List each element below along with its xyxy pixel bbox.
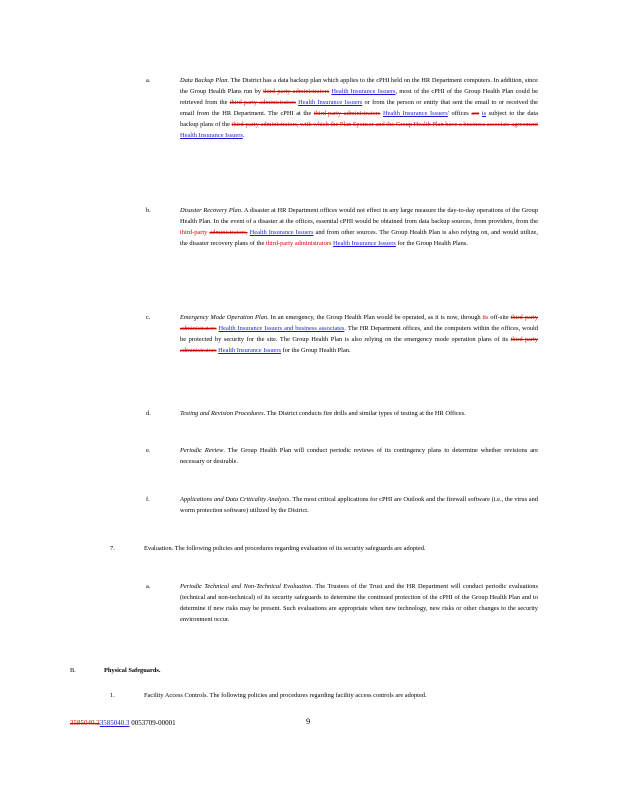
text-run: . The most critical applications for cPHI are Outlook and the firewall software (i.e., the virus and worm protection software) utilized by the District.	[180, 496, 539, 514]
section-6b-disaster-recovery-plan	[146, 205, 538, 297]
deleted-text: third-party administrators, with which the Plan Sponsor and the Group Health Plan have a business associate agreement	[231, 121, 538, 128]
text-run: . The District has a data backup plan which applies to the cPHI held on the HR Department computers. In addition, since the Group Health Plans run by	[180, 77, 538, 95]
item-text	[144, 543, 538, 554]
item-label: d.	[146, 410, 151, 417]
item-heading: Applications and Data Criticality Analysis	[180, 496, 290, 503]
item-text	[180, 408, 538, 419]
text-run: or from the person or entity that sent the email to or received the email from the HR Department. The cPHI at the	[180, 99, 538, 117]
item-label: b.	[146, 207, 151, 214]
deleted-text: third-party administrators	[180, 336, 538, 354]
inserted-text: Health Insurance Issuers	[298, 99, 363, 106]
text-run: third-party administrators	[265, 240, 332, 247]
text-run: . A disaster at HR Department offices would not effect in any large measure the day-to-day operations of the Group Health Plan. In the event of a disaster at the offices, essential cPHI would be obtained from data backup sources, from providers, from the	[180, 207, 538, 225]
deleted-text: third-party administrators	[229, 99, 296, 106]
deleted-text: third-party administrators	[313, 110, 381, 117]
inserted-text: Health Insurance Issuers	[180, 132, 243, 139]
inserted-text: Health Insurance Issuers and business associates	[218, 325, 345, 332]
item-heading: Emergency Mode Operation Plan	[180, 314, 268, 321]
text-run: for the Group Health Plans.	[395, 240, 468, 247]
item-text	[144, 690, 538, 701]
deleted-text: administrators,	[209, 229, 248, 236]
section-6a-data-backup-plan	[146, 75, 538, 187]
text-run: off-site	[488, 314, 511, 321]
text-run: Physical Safeguards.	[104, 667, 161, 674]
inserted-text: Health Insurance Issuers	[333, 240, 396, 247]
item-heading: Periodic Technical and Non-Technical Evaluation	[180, 583, 312, 590]
item-heading: Testing and Revision Procedures	[180, 410, 264, 417]
section-6e-periodic-review	[146, 445, 538, 479]
section-b-physical-safeguards	[70, 665, 538, 679]
text-run: . The Trustees of the Trust and the HR Department will conduct periodic evaluations (technical and non-technical) of its security safeguards to determine the continued protection of the cPHI of the Group Health Plan and to determine if new risks may be present. Such evaluations are appropriate when new technology, new risks or other changes to the security environment occur.	[180, 583, 538, 623]
text-run: third-party	[180, 229, 208, 236]
text-run: . In an emergency, the Group Health Plan would be operated, as it is now, through	[267, 314, 483, 321]
item-label: 7.	[110, 545, 115, 552]
deleted-text: third-party administrators	[263, 88, 330, 95]
section-6d-testing-revision	[146, 408, 538, 432]
section-6f-applications-data-criticality	[146, 494, 538, 528]
text-run: . The HR Department offices, and the computers within the offices, would be protected by security for the site. The Group Health Plan is also relying on the emergency mode operation plans of its	[180, 325, 538, 343]
item-heading: Disaster Recovery Plan	[180, 207, 241, 214]
item-heading: Periodic Review	[180, 447, 224, 454]
text-run: for the Group Health Plan.	[281, 347, 351, 354]
section-7-evaluation	[110, 543, 538, 567]
text-run: subject to the data backup plans of the	[180, 110, 538, 128]
section-6c-emergency-mode-operation-plan	[146, 312, 538, 394]
item-label: a.	[146, 583, 151, 590]
text-run: . The District conducts fire drills and similar types of testing at the HR Offices.	[263, 410, 466, 417]
text-run: ' offices	[447, 110, 472, 117]
item-text	[180, 445, 538, 467]
item-text	[180, 494, 538, 516]
item-label: 1.	[110, 692, 115, 699]
text-run: and from other sources. The Group Health Plan is also relying on, and would utilize, the disaster recovery plans of the	[180, 229, 538, 247]
deleted-text: third-party administrators	[180, 314, 538, 332]
item-label: B.	[70, 667, 76, 674]
page-number: 9	[306, 716, 311, 726]
text-run: Evaluation. The following policies and procedures regarding evaluation of its security safeguards are adopted.	[144, 545, 426, 552]
inserted-text: Health Insurance Issuers	[331, 88, 396, 95]
deleted-text: are	[471, 110, 480, 117]
item-label: e.	[146, 447, 151, 454]
item-text	[180, 312, 538, 356]
matter-number: 0053709-00001	[129, 719, 176, 727]
item-label: a.	[146, 77, 151, 84]
text-run: .	[242, 132, 245, 139]
item-label: c.	[146, 314, 151, 321]
item-heading: Data Backup Plan	[180, 77, 228, 84]
text-run: , most of the cPHI of the Group Health Plan could be retrieved from the	[180, 88, 539, 106]
new-document-id: 3585040.3	[99, 719, 130, 727]
old-document-id: 3585040.2	[70, 719, 100, 727]
item-text	[104, 665, 538, 676]
text-run: . The Group Health Plan will conduct periodic reviews of its contingency plans to determine whether revisions are necessary or desirable.	[180, 447, 538, 465]
document-id-footer	[70, 718, 176, 729]
inserted-text: is	[481, 110, 487, 117]
item-text	[180, 581, 538, 625]
inserted-text: Health Insurance Issuers	[382, 110, 448, 117]
inserted-text: Health Insurance Issuers	[218, 347, 281, 354]
text-run: its	[482, 314, 489, 321]
text-run: Facility Access Controls. The following policies and procedures regarding facility access controls are adopted.	[144, 692, 427, 699]
item-text	[180, 75, 538, 141]
section-7a-periodic-evaluation	[146, 581, 538, 649]
item-text	[180, 205, 538, 249]
inserted-text: Health Insurance Issuers	[249, 229, 314, 236]
item-label: f.	[146, 496, 150, 503]
section-b1-facility-access-controls	[110, 690, 538, 714]
